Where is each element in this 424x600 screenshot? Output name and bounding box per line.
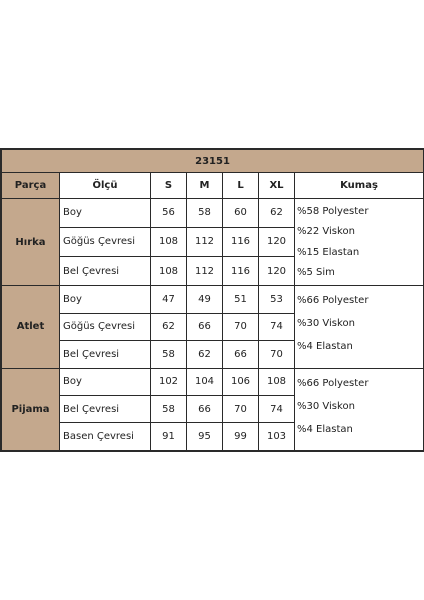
size-value: 58 — [187, 198, 223, 227]
size-value: 91 — [151, 423, 187, 451]
size-chart — [0, 148, 424, 452]
measure-label: Boy — [60, 198, 151, 227]
header-measure: Ölçü — [60, 173, 151, 198]
group-label-pijama: Pijama — [2, 368, 60, 450]
measure-label: Basen Çevresi — [60, 423, 151, 451]
table-row — [2, 368, 424, 395]
header-size-xl: XL — [259, 173, 295, 198]
size-value: 103 — [259, 423, 295, 451]
size-value: 62 — [151, 313, 187, 340]
fabric-composition-hirka — [295, 198, 424, 285]
size-value: 56 — [151, 198, 187, 227]
fabric-composition-pijama — [295, 368, 424, 450]
fabric-line: %66 Polyester — [297, 377, 369, 389]
header-row — [2, 173, 424, 198]
measure-label: Bel Çevresi — [60, 257, 151, 286]
header-size-s: S — [151, 173, 187, 198]
size-value: 104 — [187, 368, 223, 395]
fabric-line: %4 Elastan — [297, 341, 353, 353]
fabric-line: %58 Polyester — [297, 205, 369, 217]
size-value: 58 — [151, 396, 187, 423]
size-value: 66 — [187, 313, 223, 340]
fabric-composition-atlet — [295, 286, 424, 368]
size-value: 53 — [259, 286, 295, 313]
size-value: 70 — [223, 313, 259, 340]
size-value: 108 — [259, 368, 295, 395]
size-value: 108 — [151, 227, 187, 256]
fabric-line: %22 Viskon — [297, 226, 355, 238]
size-value: 112 — [187, 227, 223, 256]
size-value: 62 — [187, 341, 223, 368]
size-value: 106 — [223, 368, 259, 395]
measure-label: Boy — [60, 286, 151, 313]
header-size-m: M — [187, 173, 223, 198]
title-row — [2, 150, 424, 173]
fabric-line: %66 Polyester — [297, 295, 369, 307]
measure-label: Boy — [60, 368, 151, 395]
size-value: 58 — [151, 341, 187, 368]
size-value: 74 — [259, 313, 295, 340]
size-value: 60 — [223, 198, 259, 227]
fabric-line: %30 Viskon — [297, 400, 355, 412]
size-value: 120 — [259, 227, 295, 256]
fabric-line: %15 Elastan — [297, 246, 360, 258]
size-value: 51 — [223, 286, 259, 313]
table-row — [2, 198, 424, 227]
header-fabric: Kumaş — [295, 173, 424, 198]
size-value: 120 — [259, 257, 295, 286]
size-value: 66 — [223, 341, 259, 368]
size-value: 74 — [259, 396, 295, 423]
size-value: 62 — [259, 198, 295, 227]
size-value: 49 — [187, 286, 223, 313]
size-value: 116 — [223, 257, 259, 286]
size-value: 108 — [151, 257, 187, 286]
measure-label: Bel Çevresi — [60, 341, 151, 368]
size-value: 102 — [151, 368, 187, 395]
size-value: 99 — [223, 423, 259, 451]
group-label-atlet: Atlet — [2, 286, 60, 368]
size-value: 70 — [223, 396, 259, 423]
table-row — [2, 286, 424, 313]
group-label-hirka: Hırka — [2, 198, 60, 285]
product-code: 23151 — [2, 150, 424, 173]
size-value: 47 — [151, 286, 187, 313]
size-table — [1, 149, 424, 451]
measure-label: Göğüs Çevresi — [60, 227, 151, 256]
size-value: 112 — [187, 257, 223, 286]
size-value: 66 — [187, 396, 223, 423]
header-part: Parça — [2, 173, 60, 198]
header-size-l: L — [223, 173, 259, 198]
measure-label: Bel Çevresi — [60, 396, 151, 423]
size-value: 116 — [223, 227, 259, 256]
size-value: 95 — [187, 423, 223, 451]
measure-label: Göğüs Çevresi — [60, 313, 151, 340]
fabric-line: %5 Sim — [297, 267, 335, 279]
fabric-line: %30 Viskon — [297, 318, 355, 330]
size-value: 70 — [259, 341, 295, 368]
fabric-line: %4 Elastan — [297, 423, 353, 435]
